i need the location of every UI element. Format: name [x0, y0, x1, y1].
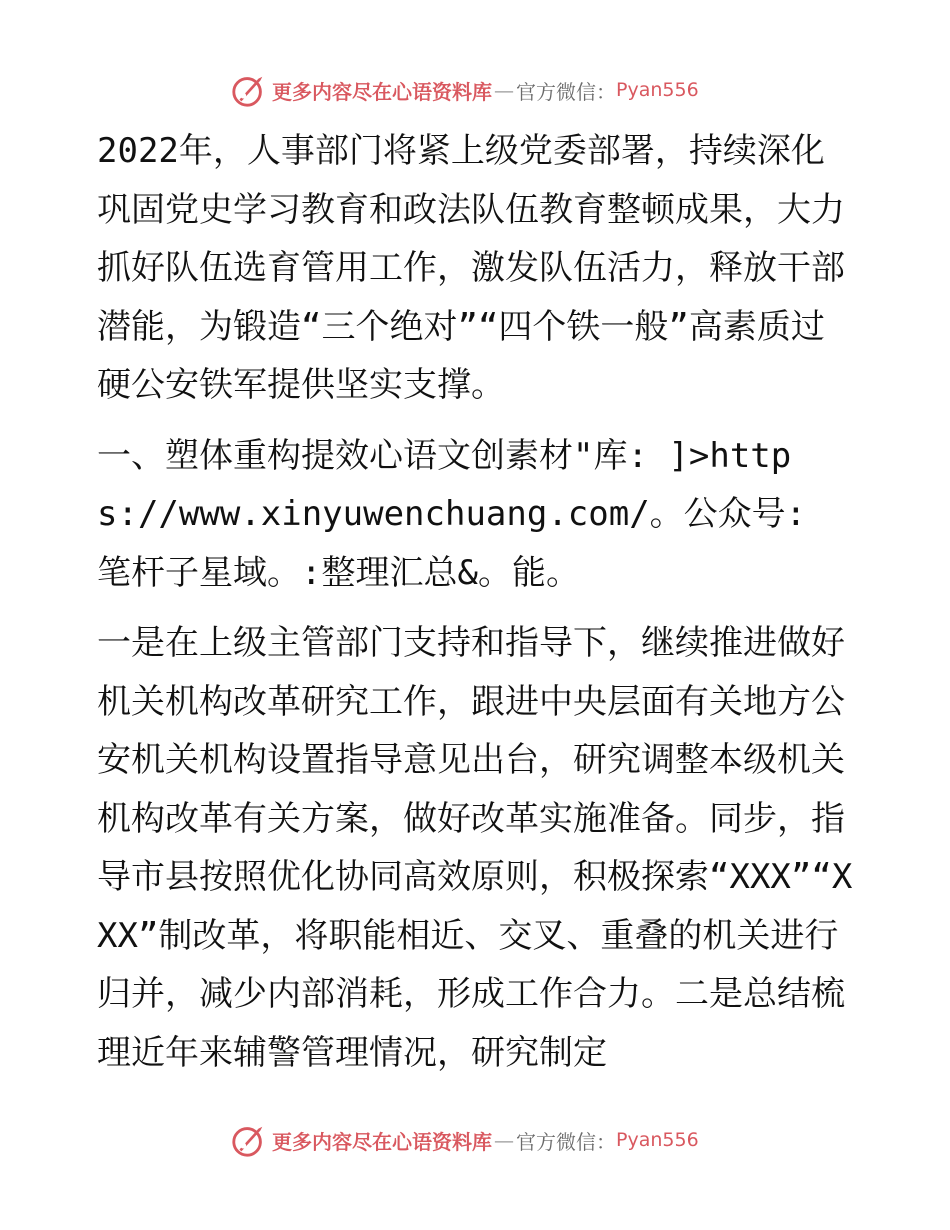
- paragraph-details: 一是在上级主管部门支持和指导下，继续推进做好机关机构改革研究工作，跟进中央层面有关地方公安机关机构设置指导意见出台，研究调整本级机关机构改革有关方案，做好改革实施准备。同步，指导市县按照优化协同高效原则，积极探索“XXX”“XXX”制改革，将职能相近、交叉、重叠的机关进行归并，减少内部消耗，形成工作合力。二是总结梳理近年来辅警管理情况，研究制定: [97, 623, 853, 1073]
- footer-wechat-label: 官方微信：: [516, 1129, 616, 1154]
- header-wechat-id: Pyan556: [616, 79, 699, 101]
- header-wechat-label: 官方微信：: [516, 79, 616, 104]
- footer-brand-text: 更多内容尽在心语资料库: [272, 1129, 492, 1154]
- header-watermark-banner: [230, 70, 699, 110]
- document-body: [97, 122, 857, 1082]
- footer-wechat-id: Pyan556: [616, 1129, 699, 1151]
- paragraph-intro: 2022年，人事部门将紧上级党委部署，持续深化巩固党史学习教育和政法队伍教育整顿成果，大力抓好队伍选育管用工作，激发队伍活力，释放干部潜能，为锻造“三个绝对”“四个铁一般”高素质过硬公安铁军提供坚实支撑。: [97, 131, 845, 405]
- footer-watermark-banner: [230, 1120, 699, 1160]
- quill-logo-icon: [230, 1121, 268, 1159]
- header-brand-text: 更多内容尽在心语资料库: [272, 79, 492, 104]
- header-dash: —: [494, 78, 514, 102]
- footer-dash: —: [494, 1128, 514, 1152]
- paragraph-section-heading: 一、塑体重构提效心语文创素材"库: ]>https://www.xinyuwenchuang.com/。公众号: 笔杆子星域。:整理汇总&。能。: [97, 435, 807, 593]
- quill-logo-icon: [230, 71, 268, 109]
